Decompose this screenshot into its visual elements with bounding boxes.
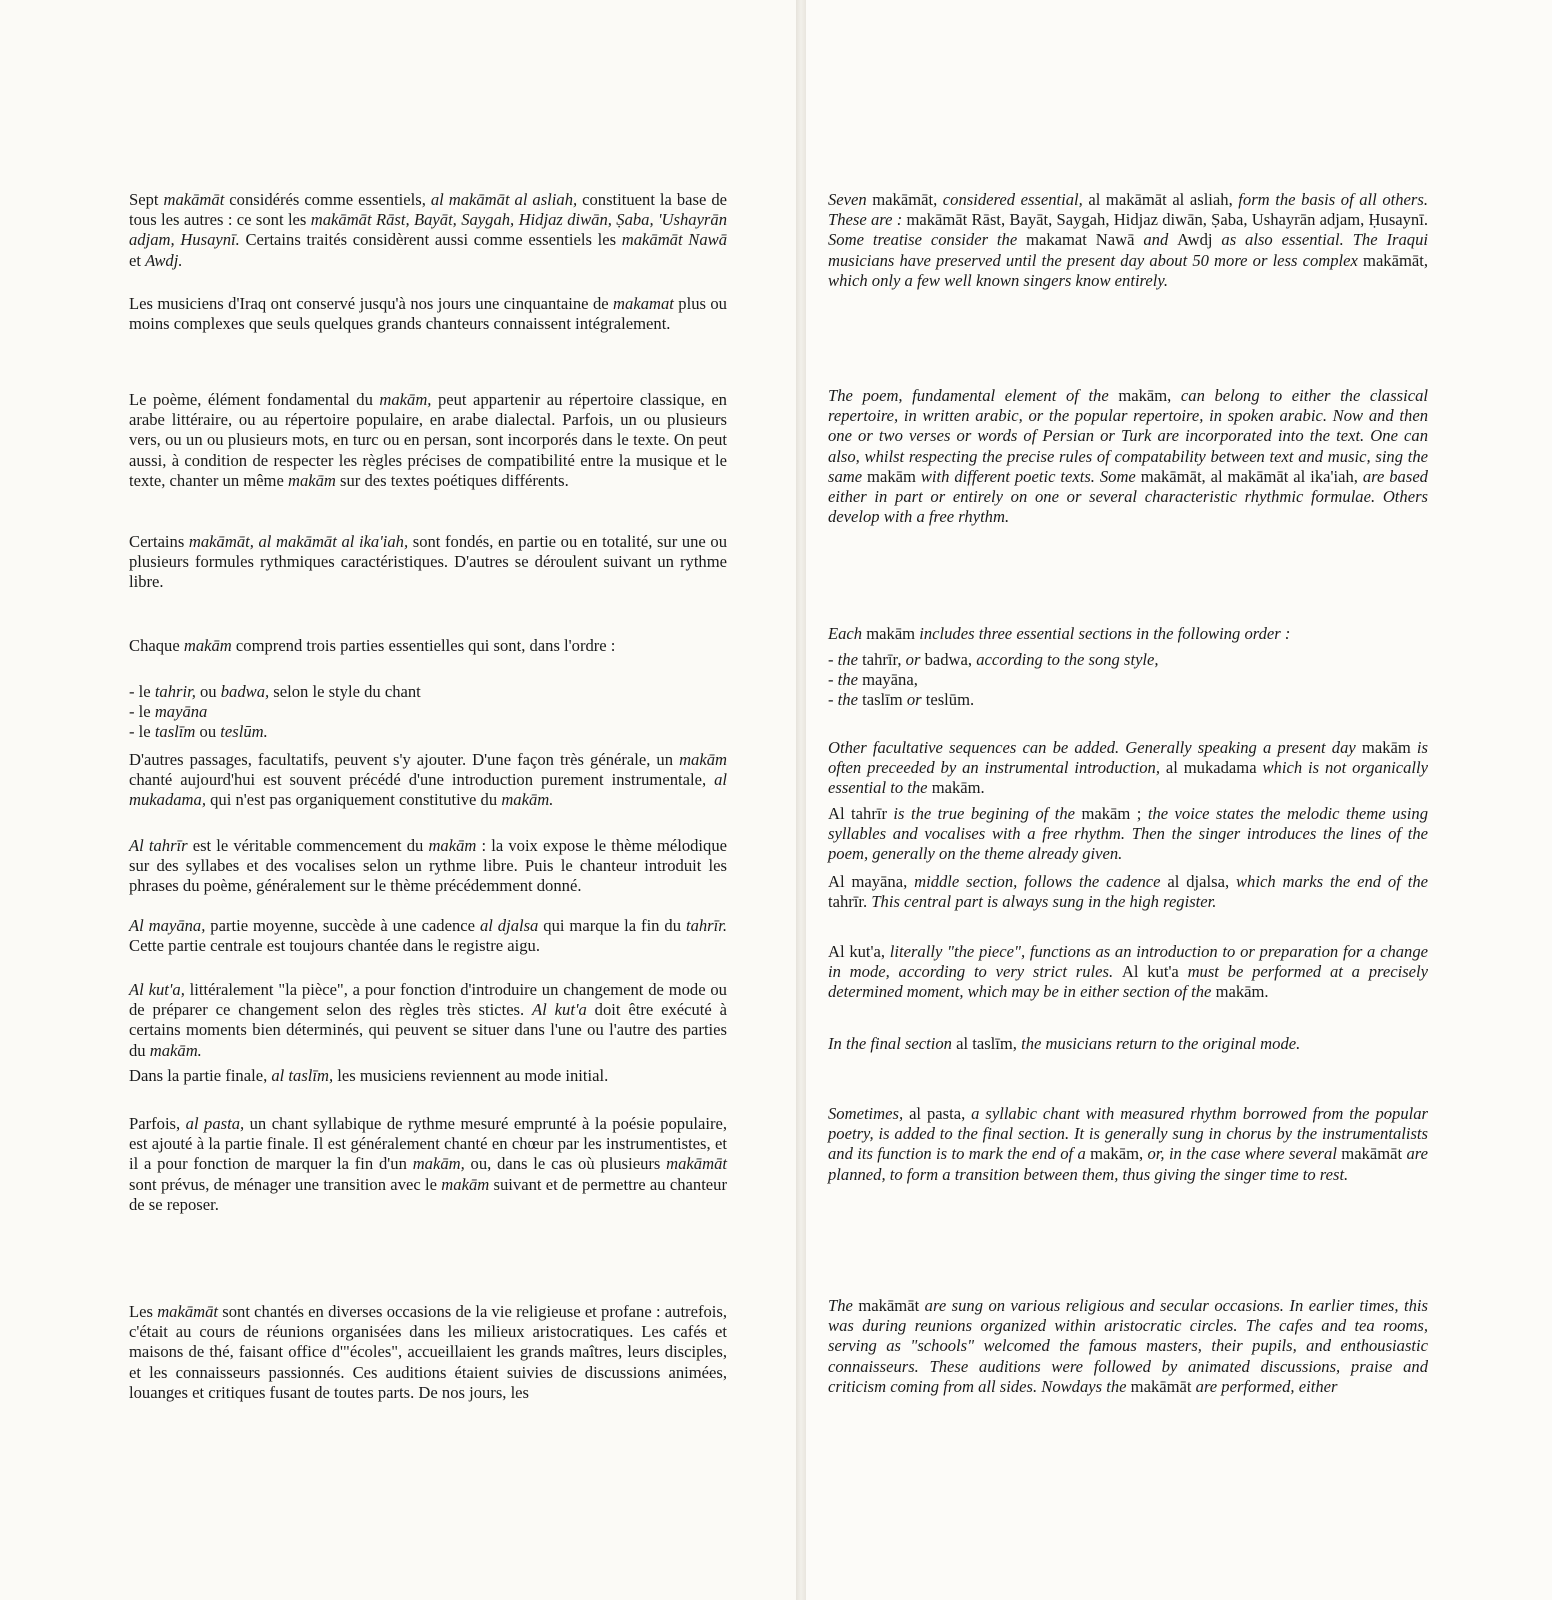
term: makāmāt	[858, 1296, 920, 1315]
term: makām	[1361, 738, 1411, 757]
text: considered essential,	[937, 190, 1089, 209]
text: Les	[129, 1302, 158, 1321]
text: Chaque	[129, 636, 184, 655]
term: makām	[866, 624, 916, 643]
term: makāmāt	[666, 1154, 727, 1174]
list-item	[129, 702, 727, 722]
term: makām	[428, 836, 477, 855]
term: mayāna,	[862, 670, 918, 690]
right-page-english	[806, 0, 1552, 1600]
term: taslīm	[862, 690, 903, 710]
fr-paragraph-tahrir	[129, 836, 727, 897]
text: qui n'est pas organiquement constitutive du	[205, 790, 502, 810]
fr-paragraph-essential-makamat	[129, 190, 727, 271]
text: are sung on various religious and secular occasions. In earlier times, this was during reunions organized within aristocratic circles. The cafes and tea rooms, serving as "schools" welcomed the famous masters, their pupils, and enthousiastic connaisseurs. These auditions were followed by animated discussions, praise and criticism coming from all sides. Nowdays the	[828, 1296, 1428, 1396]
en-paragraph-occasions	[828, 1296, 1428, 1397]
term: al pasta,	[185, 1114, 245, 1133]
text: qui marque la fin du	[538, 916, 686, 935]
text: which is not organically essential to the	[828, 758, 1428, 798]
fr-sections-list	[129, 682, 727, 743]
text: Sept	[129, 190, 164, 209]
fr-paragraph-three-parts	[129, 636, 727, 656]
text: Les musiciens d'Iraq ont conservé jusqu'à nos jours une cinquantaine de	[129, 294, 614, 313]
text: chanté aujourd'hui est souvent précédé d'une introduction purement instrumentale,	[129, 770, 715, 790]
fr-paragraph-kuta	[129, 980, 727, 1061]
text: form the basis of all others. These are :	[828, 190, 1428, 230]
fr-paragraph-optional-passages	[129, 750, 727, 811]
text: Other facultative sequences can be added. Generally speaking a present day	[828, 738, 1362, 757]
text: peut appartenir au répertoire classique, en arabe littéraire, ou au répertoire populaire, en arabe dialectal. Parfois, un ou plusieurs vers, ou un ou plusieurs mots, en turc ou en persan, sont incorporés dans le texte. On peut aussi, à condition de respecter les règles précises de compatibilité entre la musique et le texte, chanter un même	[129, 390, 727, 490]
term: makām.	[1215, 982, 1269, 1002]
fr-paragraph-occasions	[129, 1302, 727, 1403]
term: al mukadama	[1165, 758, 1257, 778]
text: can belong to either the classical repertoire, in written arabic, or the popular repertoire, in spoken arabic. Now and then one or two verses or words of Persian or Turk are incorporated into the text. One can also, whilst respecting the precise rules of compatability between text and music, sing the same	[828, 386, 1429, 486]
term: makāmāt Rāst, Bayāt, Saygah, Hidjaz diwān, Ṣaba, Ushayrān adjam, Ḥusaynī.	[906, 210, 1428, 230]
en-sections-list	[828, 650, 1428, 711]
text: literally "the piece", functions as an introduction to or preparation for a change in mode, according to very strict rules.	[828, 942, 1429, 982]
term: al mukadama,	[129, 770, 727, 810]
term: makām ;	[1081, 804, 1142, 823]
text: et	[129, 250, 146, 270]
text: ou, dans le cas où plusieurs	[464, 1154, 667, 1174]
term: makāmāt,	[1363, 250, 1428, 270]
list-item	[828, 670, 1428, 690]
text: The	[828, 1296, 859, 1315]
term: tahrir,	[154, 682, 196, 701]
term: makām	[867, 466, 916, 486]
term: makām	[287, 470, 336, 490]
text: Cette partie centrale est toujours chantée dans le registre aigu.	[129, 936, 540, 956]
book-gutter	[796, 0, 806, 1600]
text: middle section, follows the cadence	[907, 872, 1168, 891]
list-item	[828, 690, 1428, 710]
term: Awdj.	[145, 250, 183, 270]
term: makām.	[501, 790, 554, 810]
term: makām,	[379, 390, 432, 409]
text: : la voix expose le thème mélodique sur des syllabes et des vocalises selon un rythme libre. Puis le chanteur introduit les phrases du poème, généralement sur le thème précédemment donné.	[129, 836, 727, 896]
term: al djalsa	[479, 916, 539, 935]
term: makām	[183, 636, 232, 655]
text: littéralement "la pièce", a pour fonction d'introduire un changement de mode ou de préparer ce changement selon des règles très stictes.	[129, 980, 727, 1020]
text: a syllabic chant with measured rhythm borrowed from the popular poetry, is added to the final section. It is generally sung in chorus by the instrumentalists and its function is to mark the end of a	[828, 1104, 1428, 1164]
term: makāmāt, al makāmāt al ika'iah,	[1140, 466, 1358, 486]
term: makāmāt,	[872, 190, 938, 209]
en-paragraph-tahrir	[828, 804, 1428, 865]
text: or	[901, 650, 925, 669]
text: with different poetic texts. Some	[915, 466, 1141, 486]
text: Certains	[129, 532, 189, 551]
en-paragraph-kuta	[828, 942, 1428, 1003]
term: makām	[441, 1174, 490, 1194]
fr-paragraph-ika-iah	[129, 532, 727, 593]
text: are performed, either	[1191, 1376, 1338, 1396]
text: as also essential. The Iraqui musicians have preserved until the present day about 50 more or less complex	[828, 230, 1428, 270]
fr-paragraph-poem	[129, 390, 727, 491]
term: makām,	[1090, 1144, 1144, 1164]
term: makāmāt, al makāmāt al ika'iah,	[188, 532, 409, 551]
text: is often preceeded by an instrumental introduction,	[828, 738, 1428, 778]
en-paragraph-essential-makamat	[828, 190, 1428, 291]
text: Dans la partie finale,	[129, 1066, 272, 1085]
text: according to the song style,	[972, 650, 1159, 669]
text: comprend trois parties essentielles qui sont, dans l'ordre :	[231, 636, 616, 655]
term: Al mayāna,	[129, 916, 206, 935]
term: makāmāt	[1341, 1144, 1403, 1164]
text: or	[902, 690, 926, 710]
text: the musicians return to the original mode.	[1016, 1034, 1301, 1053]
text: suivant et de permettre au chanteur de se reposer.	[129, 1174, 727, 1214]
text: sont fondés, en partie ou en totalité, sur une ou plusieurs formules rythmiques caractéristiques. D'autres se déroulent suivant un rythme libre.	[129, 532, 727, 592]
term: al pasta,	[909, 1104, 966, 1123]
term: Al kut'a,	[828, 942, 886, 961]
text: constituent la base de tous les autres : ce sont les	[129, 190, 727, 230]
text: Parfois,	[129, 1114, 186, 1133]
term: makām,	[412, 1154, 465, 1174]
term: makāmāt Rāst, Bayāt, Saygah, Hidjaz diwān, Ṣaba, 'Ushayrān adjam, Husaynī.	[129, 210, 727, 250]
term: Al tahrīr	[129, 836, 188, 855]
term: Al kut'a,	[129, 980, 185, 999]
text: sont prévus, de ménager une transition avec le	[129, 1174, 442, 1194]
text: - the	[828, 650, 863, 669]
text: - the	[828, 670, 863, 690]
text: are based either in part or entirely on one or several characteristic rhythmic formulae. Others develop with a free rhythm.	[828, 466, 1428, 527]
text: In the final section	[828, 1034, 957, 1053]
text: les musiciens reviennent au mode initial.	[333, 1066, 609, 1085]
text: - le	[129, 722, 155, 742]
en-paragraph-poem	[828, 386, 1428, 527]
text: is the true begining of the	[886, 804, 1082, 823]
term: Awdj	[1177, 230, 1213, 250]
text: ou	[195, 682, 221, 701]
list-item	[129, 722, 727, 742]
term: Al tahrīr	[828, 804, 887, 823]
text: un chant syllabique de rythme mesuré emprunté à la poésie populaire, est ajouté à la partie finale. Il est généralement chanté en chœur par les instrumentistes, et il a pour fonction de marquer la fin d'un	[129, 1114, 727, 1174]
text: must be performed at a precisely determined moment, which may be in either section of the	[828, 962, 1428, 1002]
text: sur des textes poétiques différents.	[335, 470, 569, 490]
text: which only a few well known singers know entirely.	[828, 270, 1168, 290]
term: badwa,	[924, 650, 973, 669]
text: Certains traités considèrent aussi comme essentiels les	[239, 230, 622, 250]
text: which marks the end of the	[1229, 872, 1428, 891]
text: ou	[195, 722, 221, 742]
text: Some treatise consider the	[828, 230, 1027, 250]
term: teslūm.	[220, 722, 268, 742]
text: plus ou moins complexes que seuls quelques grands chanteurs connaissent intégralement.	[129, 294, 727, 334]
text: Seven	[828, 190, 873, 209]
text: are planned, to form a transition between them, thus giving the singer time to rest.	[828, 1144, 1428, 1184]
text: est le véritable commencement du	[187, 836, 429, 855]
en-paragraph-facultative	[828, 738, 1428, 799]
text: includes three essential sections in the following order :	[915, 624, 1291, 643]
term: al taslīm,	[956, 1034, 1017, 1053]
text: - le	[129, 682, 155, 701]
text: or, in the case where several	[1143, 1144, 1342, 1164]
text: sont chantés en diverses occasions de la vie religieuse et profane : autrefois, c'était au cours de réunions organisées dans les milieux aristocratiques. Les cafés et maisons de thé, faisant office d'"écoles", accueillaient les grands maîtres, leurs disciples, et les connaisseurs passionnés. Ces auditions étaient suivies de discussions animées, louanges et critiques fusant de toutes parts. De nos jours, les	[129, 1302, 727, 1402]
text: partie moyenne, succède à une cadence	[205, 916, 480, 935]
term: makām.	[931, 778, 985, 798]
term: al makāmāt al asliah,	[1088, 190, 1233, 209]
en-paragraph-mayana	[828, 872, 1428, 912]
en-paragraph-three-sections	[828, 624, 1428, 644]
list-item	[129, 682, 727, 702]
text: D'autres passages, facultatifs, peuvent s'y ajouter. D'une façon très générale, un	[129, 750, 680, 769]
term: makāmāt	[1130, 1376, 1192, 1396]
term: badwa,	[220, 682, 270, 701]
term: makamat	[613, 294, 674, 313]
term: makamat Nawā	[1026, 230, 1135, 250]
fr-paragraph-pasta	[129, 1114, 727, 1215]
text: - le	[129, 702, 155, 722]
text: Sometimes,	[828, 1104, 910, 1123]
term: makāmāt	[157, 1302, 219, 1321]
text: doit être exécuté à certains moments bien déterminés, qui peuvent se situer dans l'une ou l'autre des parties du	[129, 1000, 728, 1060]
en-paragraph-taslim	[828, 1034, 1428, 1054]
term: al makāmāt al asliah,	[430, 190, 578, 209]
term: makāmāt	[163, 190, 225, 209]
term: al taslīm,	[271, 1066, 334, 1085]
term: tahrīr,	[862, 650, 902, 669]
text: the voice states the melodic theme using syllables and vocalises with a free rhythm. Then the singer introduces the lines of the poem, generally on the theme already given.	[828, 804, 1428, 864]
term: mayāna	[154, 702, 208, 722]
term: teslūm.	[925, 690, 975, 710]
term: tahrīr.	[685, 916, 727, 935]
text: Each	[828, 624, 867, 643]
term: Al kut'a	[532, 1000, 587, 1020]
term: Al mayāna,	[828, 872, 908, 891]
text: - the	[828, 690, 863, 710]
text: selon le style du chant	[269, 682, 421, 701]
text: considérés comme essentiels,	[224, 190, 431, 209]
en-paragraph-pasta	[828, 1104, 1428, 1185]
term: makām.	[149, 1040, 202, 1060]
term: al djalsa,	[1167, 872, 1230, 891]
fr-paragraph-iraq-musicians	[129, 294, 727, 334]
term: makāmāt Nawā	[621, 230, 728, 250]
list-item	[828, 650, 1428, 670]
text: This central part is always sung in the high register.	[867, 892, 1217, 912]
fr-paragraph-mayana	[129, 916, 727, 956]
term: makām,	[1118, 386, 1172, 405]
term: tahrīr.	[828, 892, 868, 912]
text: Le poème, élément fondamental du	[129, 390, 380, 409]
term: taslīm	[154, 722, 196, 742]
term: Al kut'a	[1121, 962, 1179, 982]
term: makām	[679, 750, 727, 769]
text: and	[1134, 230, 1178, 250]
fr-paragraph-taslim	[129, 1066, 727, 1086]
text: The poem, fundamental element of the	[828, 386, 1119, 405]
